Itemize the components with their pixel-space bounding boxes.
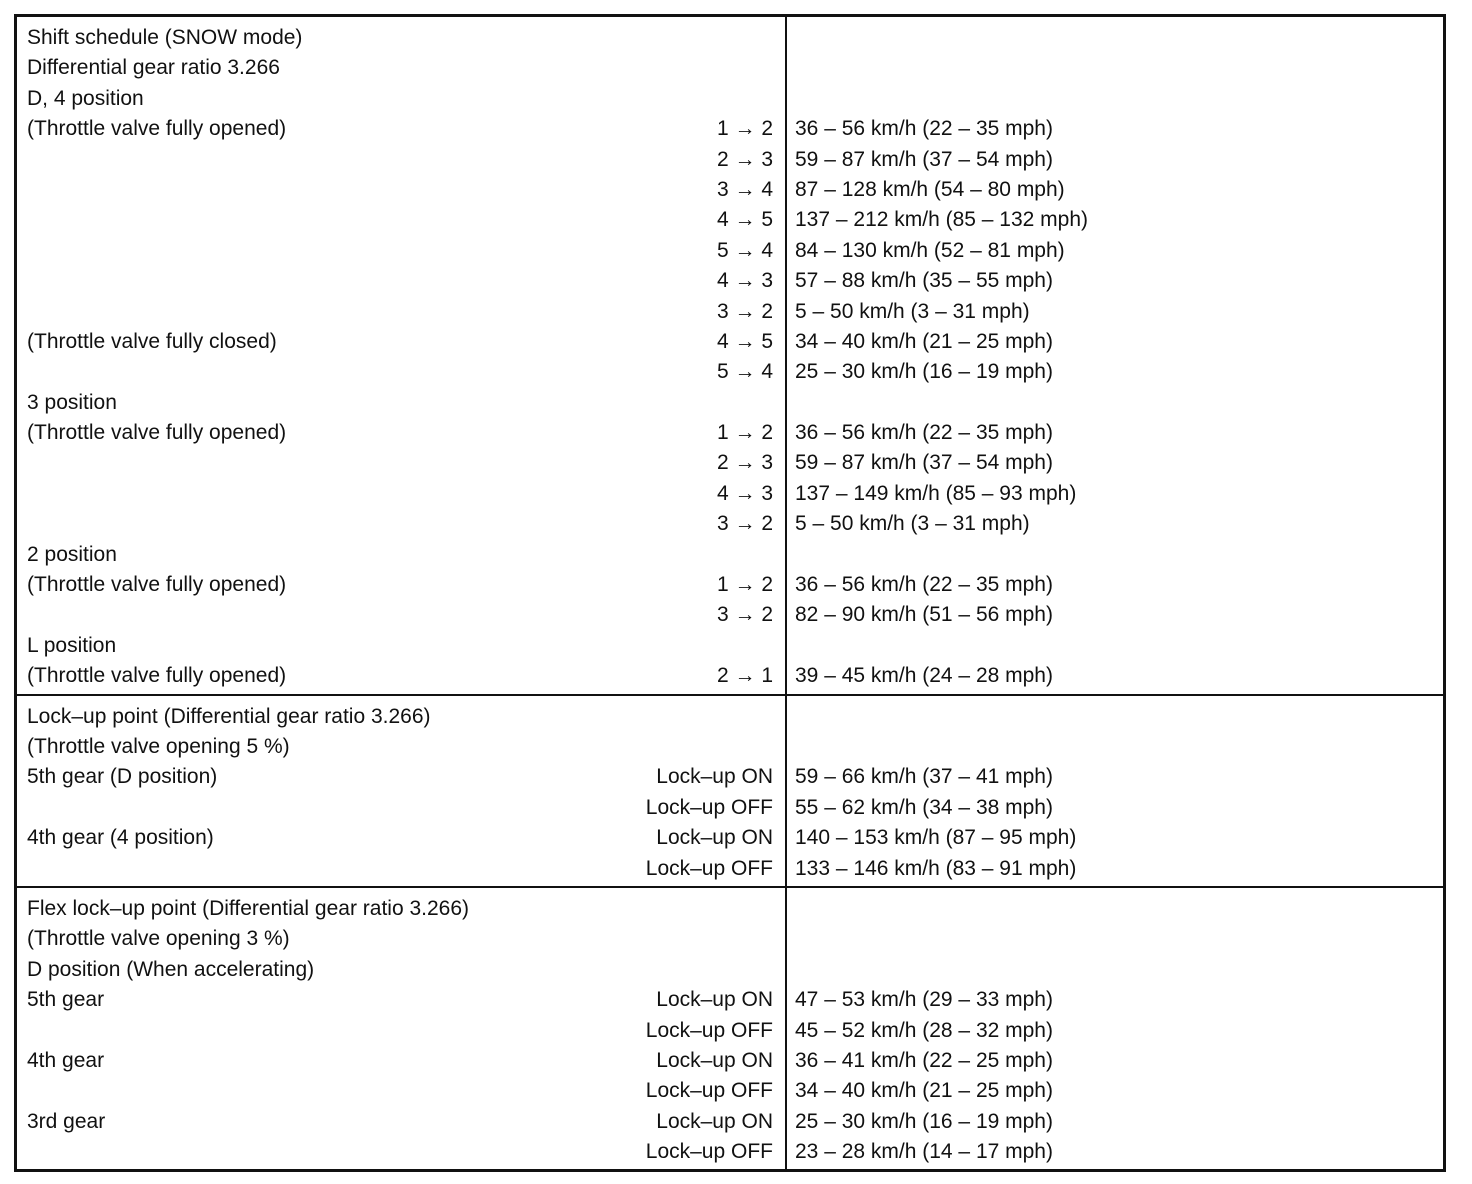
row-shift: 1 → 2 <box>716 421 773 445</box>
row-shift: 2 → 3 <box>716 451 773 475</box>
table-row <box>27 1046 773 1076</box>
row-shift: Lock–up OFF <box>645 795 773 819</box>
row-shift: 5 → 4 <box>716 238 773 262</box>
value-column <box>787 696 1443 886</box>
condition-column <box>17 17 787 694</box>
row-label: D, 4 position <box>27 86 144 110</box>
table-row <box>27 175 773 205</box>
row-value: 137 – 149 km/h (85 – 93 mph) <box>795 481 1077 505</box>
row-shift: 3 → 2 <box>716 603 773 627</box>
row-value: 140 – 153 km/h (87 – 95 mph) <box>795 826 1077 850</box>
row-shift: Lock–up OFF <box>645 1018 773 1042</box>
row-label: Shift schedule (SNOW mode) <box>27 26 303 49</box>
table-row <box>27 145 773 175</box>
row-label: (Throttle valve fully opened) <box>27 117 287 141</box>
table-row <box>27 600 773 630</box>
row-label: (Throttle valve fully opened) <box>27 421 287 445</box>
row-label: (Throttle valve opening 5 %) <box>27 734 290 758</box>
row-value <box>795 23 1433 53</box>
table-row <box>27 1016 773 1046</box>
table-row <box>27 854 773 884</box>
table-row <box>27 924 773 954</box>
table-row <box>27 762 773 792</box>
row-value: 45 – 52 km/h (28 – 32 mph) <box>795 1018 1053 1042</box>
table-row <box>27 23 773 53</box>
row-shift: 1 → 2 <box>716 573 773 597</box>
row-label: 3rd gear <box>27 1109 106 1133</box>
row-value <box>795 53 1433 83</box>
table-row <box>27 509 773 539</box>
table-section-flex-lock-up-point <box>17 888 1443 1170</box>
row-value: 36 – 56 km/h (22 – 35 mph) <box>795 117 1053 141</box>
table-row <box>27 823 773 853</box>
row-shift: 4 → 5 <box>716 208 773 232</box>
row-value: 5 – 50 km/h (3 – 31 mph) <box>795 299 1030 323</box>
table-row <box>27 114 773 144</box>
table-row <box>27 732 773 762</box>
table-row <box>27 297 773 327</box>
row-value <box>795 388 1433 418</box>
spec-table <box>14 14 1446 1172</box>
table-row <box>27 702 773 732</box>
row-shift: 2 → 3 <box>716 147 773 171</box>
row-shift: 4 → 3 <box>716 481 773 505</box>
row-label: 2 position <box>27 542 117 566</box>
row-shift: Lock–up ON <box>656 765 773 789</box>
table-row <box>27 540 773 570</box>
row-value: 39 – 45 km/h (24 – 28 mph) <box>795 664 1053 688</box>
row-value: 36 – 56 km/h (22 – 35 mph) <box>795 573 1053 597</box>
table-row <box>27 327 773 357</box>
row-shift: 1 → 2 <box>716 117 773 141</box>
row-shift: 2 → 1 <box>716 664 773 688</box>
table-section-shift-schedule <box>17 17 1443 696</box>
value-column <box>787 888 1443 1170</box>
row-value: 5 – 50 km/h (3 – 31 mph) <box>795 512 1030 536</box>
row-value: 137 – 212 km/h (85 – 132 mph) <box>795 208 1089 232</box>
table-row <box>27 955 773 985</box>
row-value: 36 – 56 km/h (22 – 35 mph) <box>795 421 1053 445</box>
row-value: 36 – 41 km/h (22 – 25 mph) <box>795 1048 1053 1072</box>
row-label: 5th gear (D position) <box>27 765 218 789</box>
table-row <box>27 1107 773 1137</box>
row-value: 47 – 53 km/h (29 – 33 mph) <box>795 988 1053 1012</box>
row-shift: Lock–up ON <box>656 1109 773 1133</box>
table-row <box>27 1137 773 1167</box>
condition-column <box>17 696 787 886</box>
table-row <box>27 418 773 448</box>
table-row <box>27 661 773 691</box>
table-row <box>27 793 773 823</box>
row-value: 25 – 30 km/h (16 – 19 mph) <box>795 360 1053 384</box>
row-value: 82 – 90 km/h (51 – 56 mph) <box>795 603 1053 627</box>
row-shift: Lock–up OFF <box>645 1140 773 1164</box>
row-value <box>795 702 1433 732</box>
row-shift: 4 → 5 <box>716 329 773 353</box>
table-section-lock-up-point <box>17 696 1443 888</box>
row-label: (Throttle valve fully opened) <box>27 664 287 688</box>
row-value: 59 – 87 km/h (37 – 54 mph) <box>795 147 1053 171</box>
value-column <box>787 17 1443 694</box>
row-label: Lock–up point (Differential gear ratio 3.266) <box>27 704 431 728</box>
row-label: (Throttle valve fully opened) <box>27 573 287 597</box>
row-shift: 3 → 2 <box>716 299 773 323</box>
row-shift: Lock–up ON <box>656 826 773 850</box>
row-value <box>795 955 1433 985</box>
row-label: 5th gear <box>27 988 105 1012</box>
condition-column <box>17 888 787 1170</box>
table-row <box>27 357 773 387</box>
table-row <box>27 894 773 924</box>
row-shift: Lock–up OFF <box>645 1079 773 1103</box>
table-row <box>27 479 773 509</box>
row-value: 87 – 128 km/h (54 – 80 mph) <box>795 177 1065 201</box>
table-row <box>27 53 773 83</box>
row-value: 25 – 30 km/h (16 – 19 mph) <box>795 1109 1053 1133</box>
row-label: 3 position <box>27 390 117 414</box>
row-shift: 5 → 4 <box>716 360 773 384</box>
row-label: Flex lock–up point (Differential gear ratio 3.266) <box>27 896 470 920</box>
row-shift: Lock–up ON <box>656 1048 773 1072</box>
row-label: D position (When accelerating) <box>27 957 315 981</box>
row-value <box>795 540 1433 570</box>
row-value: 23 – 28 km/h (14 – 17 mph) <box>795 1140 1053 1164</box>
row-value <box>795 732 1433 762</box>
row-value: 133 – 146 km/h (83 – 91 mph) <box>795 856 1077 880</box>
row-value <box>795 924 1433 954</box>
row-value <box>795 631 1433 661</box>
row-value: 55 – 62 km/h (34 – 38 mph) <box>795 795 1053 819</box>
table-row <box>27 84 773 114</box>
row-shift: 3 → 2 <box>716 512 773 536</box>
row-shift: Lock–up ON <box>656 988 773 1012</box>
row-label: 4th gear (4 position) <box>27 826 214 850</box>
table-row <box>27 236 773 266</box>
row-value: 59 – 87 km/h (37 – 54 mph) <box>795 451 1053 475</box>
table-row <box>27 570 773 600</box>
row-shift: 4 → 3 <box>716 269 773 293</box>
row-label: Differential gear ratio 3.266 <box>27 56 280 80</box>
table-row <box>27 1076 773 1106</box>
table-row <box>27 266 773 296</box>
row-value <box>795 84 1433 114</box>
row-shift: Lock–up OFF <box>645 856 773 880</box>
row-label: (Throttle valve opening 3 %) <box>27 927 290 951</box>
table-row <box>27 388 773 418</box>
row-label: L position <box>27 633 117 657</box>
table-row <box>27 448 773 478</box>
table-row <box>27 985 773 1015</box>
table-row <box>27 205 773 235</box>
row-label: (Throttle valve fully closed) <box>27 329 277 353</box>
row-value: 34 – 40 km/h (21 – 25 mph) <box>795 1079 1053 1103</box>
row-shift: 3 → 4 <box>716 177 773 201</box>
row-label: 4th gear <box>27 1048 105 1072</box>
row-value: 57 – 88 km/h (35 – 55 mph) <box>795 269 1053 293</box>
row-value: 34 – 40 km/h (21 – 25 mph) <box>795 329 1053 353</box>
row-value: 59 – 66 km/h (37 – 41 mph) <box>795 765 1053 789</box>
row-value: 84 – 130 km/h (52 – 81 mph) <box>795 238 1065 262</box>
table-row <box>27 631 773 661</box>
row-value <box>795 894 1433 924</box>
